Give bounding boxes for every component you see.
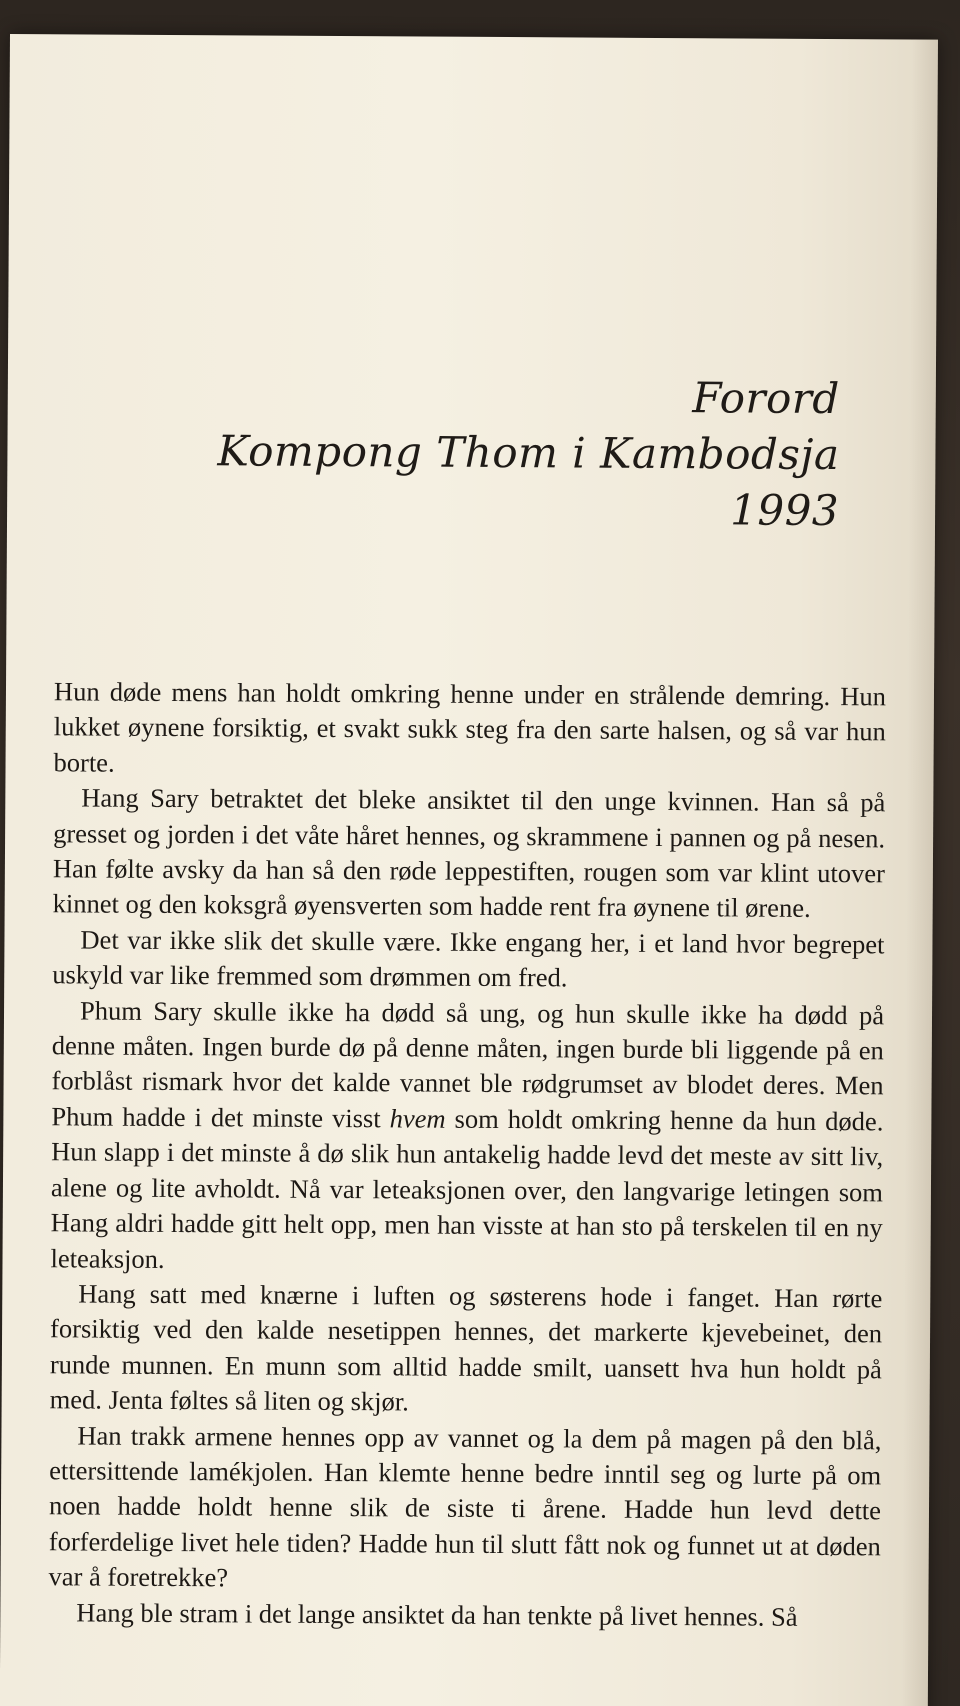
heading-year: 1993 <box>730 485 840 536</box>
page-shadow-edge <box>902 40 938 1706</box>
paragraph-4-after: som holdt omkring henne da hun døde. Hun slapp i det minste å dø slik hun antakelig hadde levd det meste av sitt liv, alene og lite avholdt. Nå var leteaksjonen over, den langvarige letingen som Hang aldri hadde gitt helt opp, men han visste at han sto på terskelen til en ny leteaksjon. <box>50 1103 884 1274</box>
paragraph-3: Det var ikke slik det skulle være. Ikke engang her, i et land hvor begrepet uskyld var like fremmed som drømmen om fred. <box>52 924 885 993</box>
paragraph-1: Hun døde mens han holdt omkring henne under en strålende demring. Hun lukket øynene forsiktig, et svakt sukk steg fra den sarte halsen, og så var hun borte. <box>53 676 887 778</box>
paragraph-7: Hang ble stram i det lange ansiktet da han tenkte på livet hennes. Så <box>76 1596 798 1632</box>
book-page <box>0 34 938 1706</box>
body-text <box>48 674 886 1635</box>
paragraph-4-emphasis: hvem <box>389 1103 446 1134</box>
paragraph-6: Han trakk armene hennes opp av vannet og la dem på magen på den blå, ettersittende lamékjolen. Han klemte henne bedre inntil seg og lurte på om noen hadde holdt henne slik de siste ti årene. Hadde hun levd dette forferdelige livet hele tiden? Hadde hun til slutt fått nok og funnet ut at døden var å foretrekke? <box>48 1419 882 1593</box>
heading-place: Kompong Thom i Kambodsja <box>217 426 840 480</box>
paragraph-4 <box>50 993 884 1281</box>
paragraph-4-before: Phum Sary skulle ikke ha dødd så ung, og hun skulle ikke ha dødd på denne måten. Ingen burde dø på denne måten, ingen burde bli liggende på en forblåst rismark hvor det kalde vannet ble rødgrumset av blodet deres. Men Phum hadde i det minste visst <box>51 995 885 1134</box>
paragraph-5: Hang satt med knærne i luften og søsterens hode i fanget. Han rørte forsiktig ved den kalde nesetippen hennes, det markerte kjevebeinet, den runde munnen. En munn som alltid hadde smilt, uansett hva hun holdt på med. Jenta føltes så liten og skjør. <box>49 1278 883 1417</box>
paragraph-2: Hang Sary betraktet det bleke ansiktet til den unge kvinnen. Han så på gresset og jorden i det våte håret hennes, og skrammene i pannen og på nesen. Han følte avsky da han så den røde leppestiften, rougen som var klint utover kinnet og den koksgrå øyensverten som hadde rent fra øynene til ørene. <box>52 782 886 924</box>
chapter-heading <box>217 367 840 539</box>
heading-title: Forord <box>692 373 840 424</box>
